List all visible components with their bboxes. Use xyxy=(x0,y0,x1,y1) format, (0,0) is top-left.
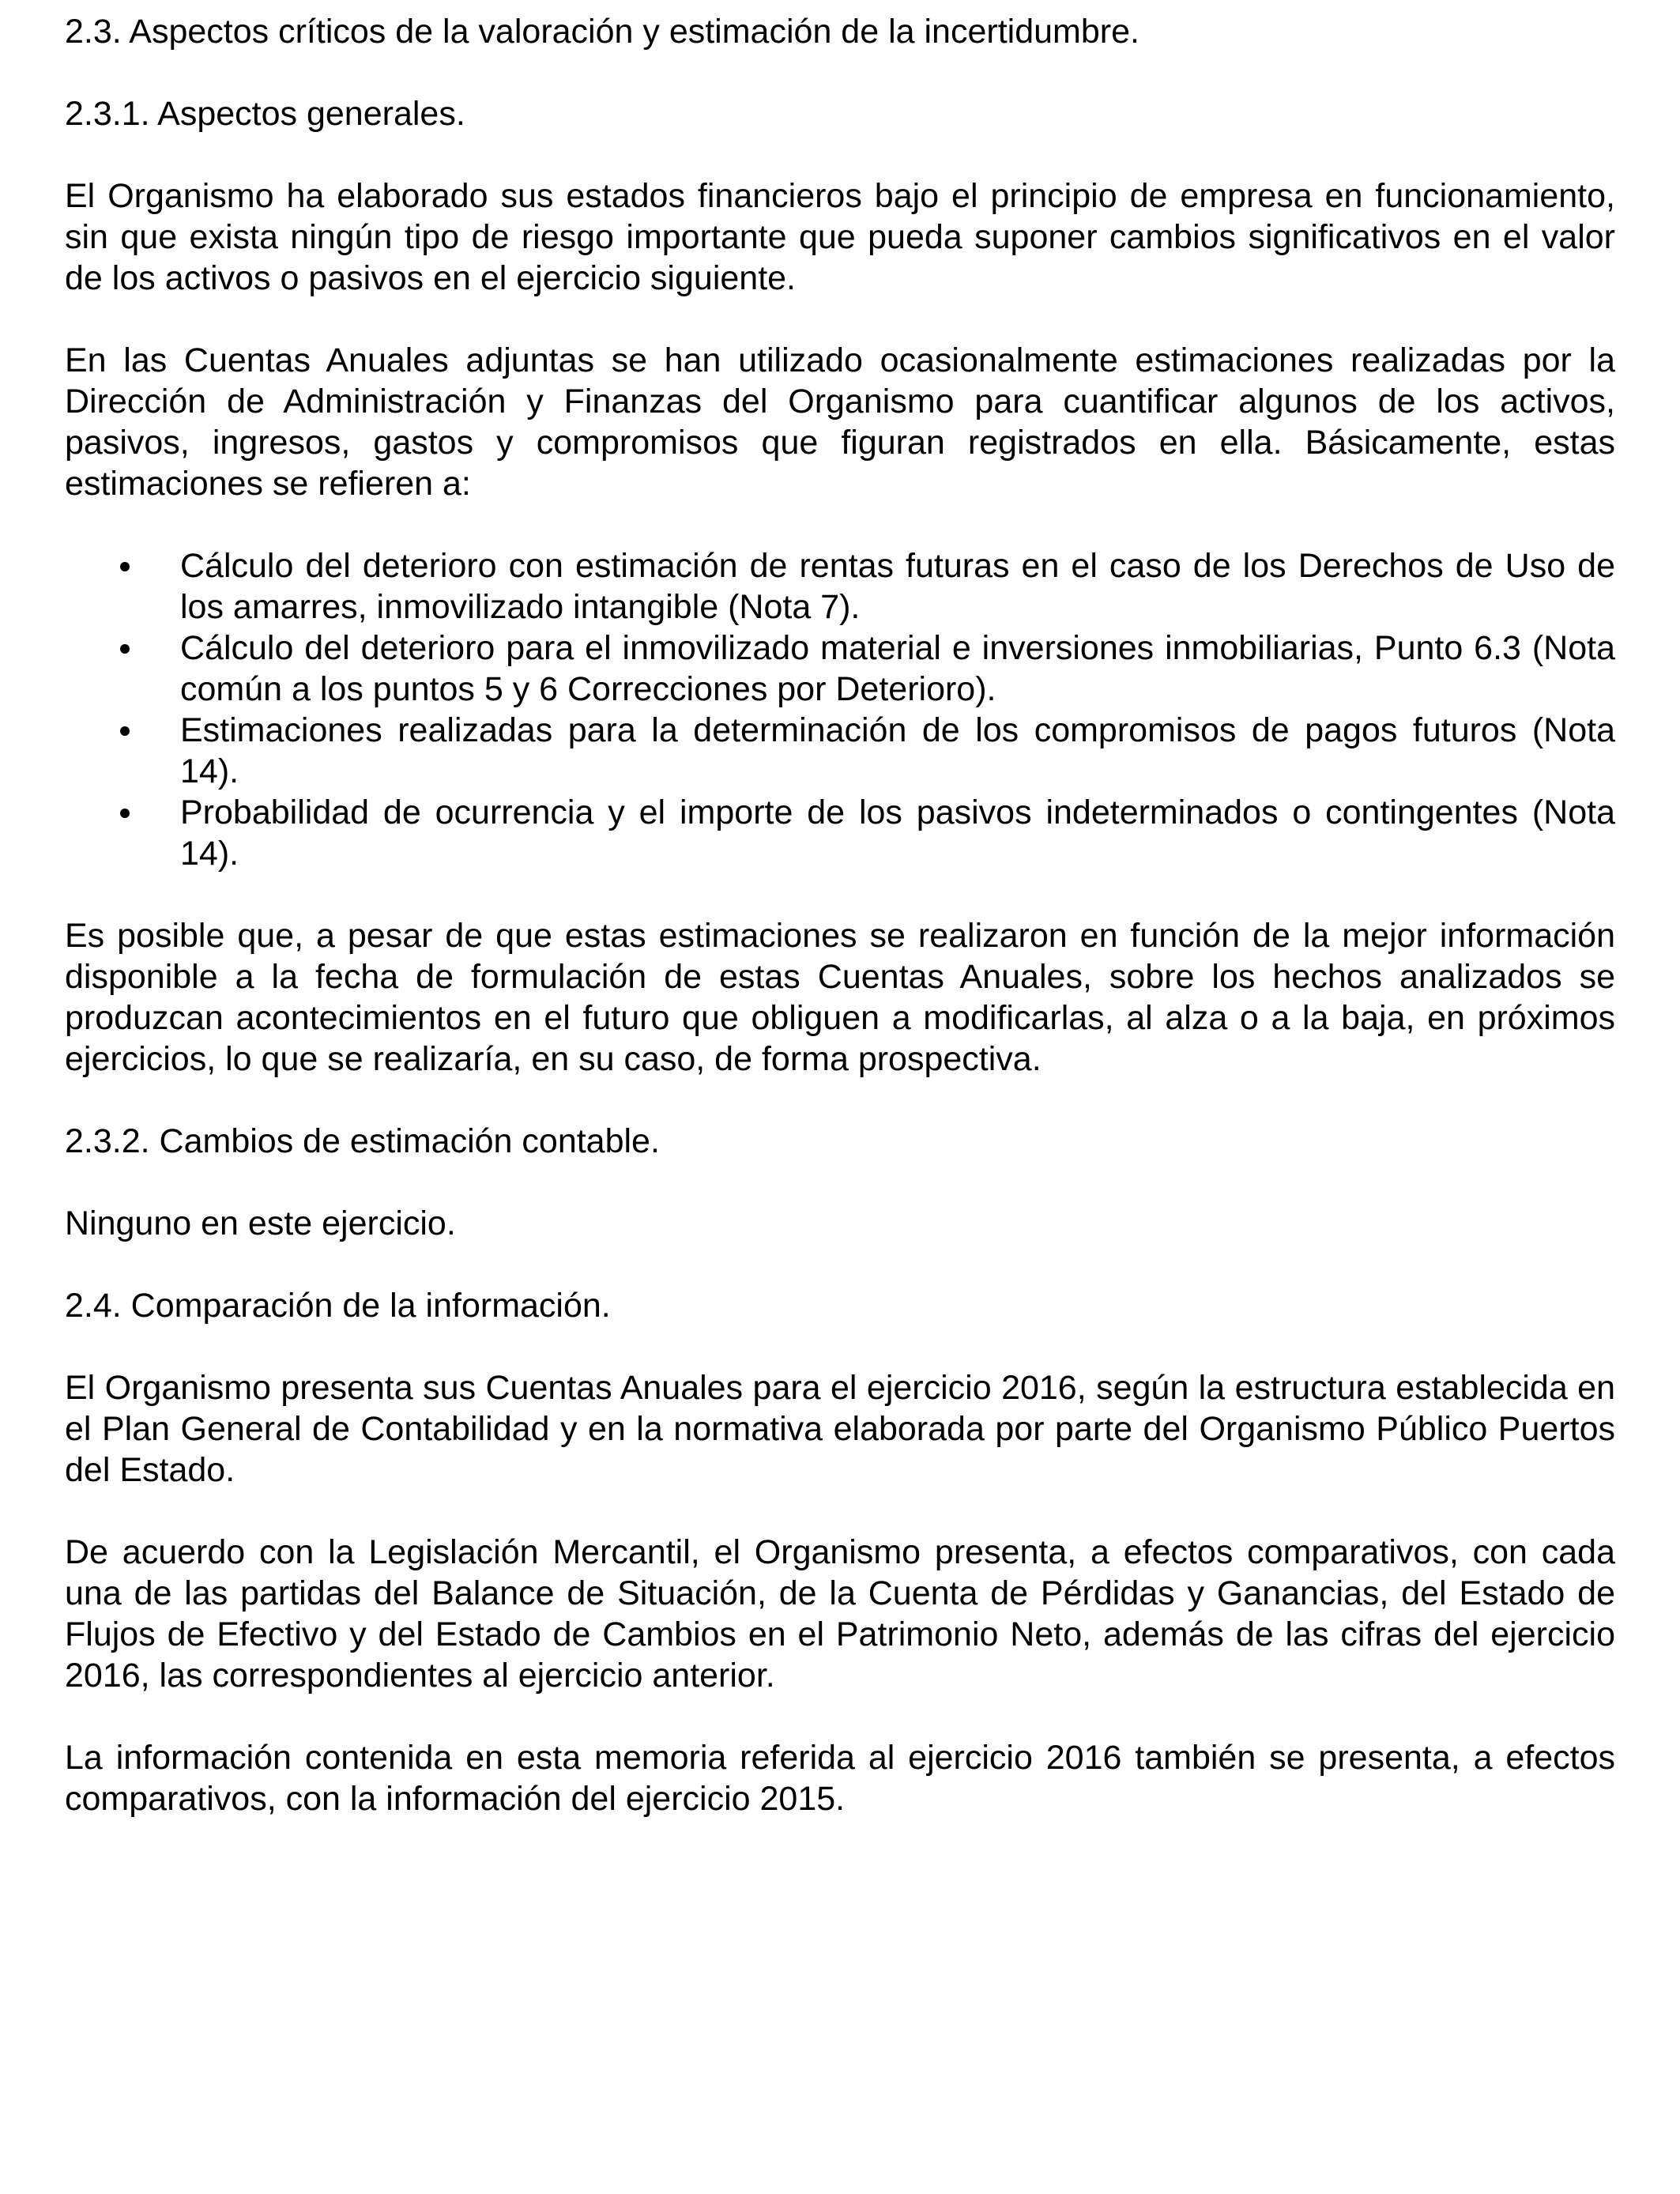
estimates-list xyxy=(65,545,1615,874)
bullet-icon xyxy=(120,562,130,571)
list-item xyxy=(65,545,1615,628)
bullet-icon xyxy=(120,809,130,818)
paragraph-no-changes: Ninguno en este ejercicio. xyxy=(65,1204,456,1242)
list-item xyxy=(65,628,1615,710)
paragraph-comparative: De acuerdo con la Legislación Mercantil, el Organismo presenta, a efectos comparativos, con cada una de las partidas del Balance de Situación, de la Cuenta de Pérdidas y Ganancias, del Estado de Flujos de Efectivo y del Estado de Cambios en el Patrimonio Neto, además de las cifras del ejercicio 2016, las correspondientes al ejercicio anterior. xyxy=(65,1533,1615,1695)
document-page xyxy=(65,11,1615,1860)
section-heading-2-3-2: 2.3.2. Cambios de estimación contable. xyxy=(65,1122,660,1160)
list-item xyxy=(65,710,1615,792)
section-heading-2-3-1: 2.3.1. Aspectos generales. xyxy=(65,95,465,133)
list-item-text: Cálculo del deterioro para el inmovilizado material e inversiones inmobiliarias, Punto 6.3 (Nota común a los puntos 5 y 6 Correcciones por Deterioro). xyxy=(180,629,1615,708)
section-heading-2-3: 2.3. Aspectos críticos de la valoración y estimación de la incertidumbre. xyxy=(65,13,1139,51)
paragraph-memory-comparison: La información contenida en esta memoria referida al ejercicio 2016 también se presenta, a efectos comparativos, con la información del ejercicio 2015. xyxy=(65,1739,1615,1818)
section-heading-2-4: 2.4. Comparación de la información. xyxy=(65,1287,611,1325)
list-item-text: Probabilidad de ocurrencia y el importe de los pasivos indeterminados o contingentes (Nota 14). xyxy=(180,794,1615,873)
list-item xyxy=(65,792,1615,874)
list-item-text: Estimaciones realizadas para la determinación de los compromisos de pagos futuros (Nota 14). xyxy=(180,711,1615,790)
paragraph-structure: El Organismo presenta sus Cuentas Anuales para el ejercicio 2016, según la estructura establecida en el Plan General de Contabilidad y en la normativa elaborada por parte del Organismo Público Puertos del Estado. xyxy=(65,1369,1615,1489)
list-item-text: Cálculo del deterioro con estimación de rentas futuras en el caso de los Derechos de Uso de los amarres, inmovilizado intangible (Nota 7). xyxy=(180,547,1615,626)
bullet-icon xyxy=(120,644,130,654)
bullet-icon xyxy=(120,726,130,736)
paragraph-estimates-uncertainty: Es posible que, a pesar de que estas estimaciones se realizaron en función de la mejor información disponible a la fecha de formulación de estas Cuentas Anuales, sobre los hechos analizados se produzcan acontecimientos en el futuro que obliguen a modificarlas, al alza o a la baja, en próximos ejercicios, lo que se realizaría, en su caso, de forma prospectiva. xyxy=(65,917,1615,1078)
paragraph-estimates-intro: En las Cuentas Anuales adjuntas se han utilizado ocasionalmente estimaciones realizadas por la Dirección de Administración y Finanzas del Organismo para cuantificar algunos de los activos, pasivos, ingresos, gastos y compromisos que figuran registrados en ella. Básicamente, estas estimaciones se refieren a: xyxy=(65,341,1615,503)
paragraph-going-concern: El Organismo ha elaborado sus estados financieros bajo el principio de empresa en funcionamiento, sin que exista ningún tipo de riesgo importante que pueda suponer cambios significativos en el valor de los activos o pasivos en el ejercicio siguiente. xyxy=(65,177,1615,297)
